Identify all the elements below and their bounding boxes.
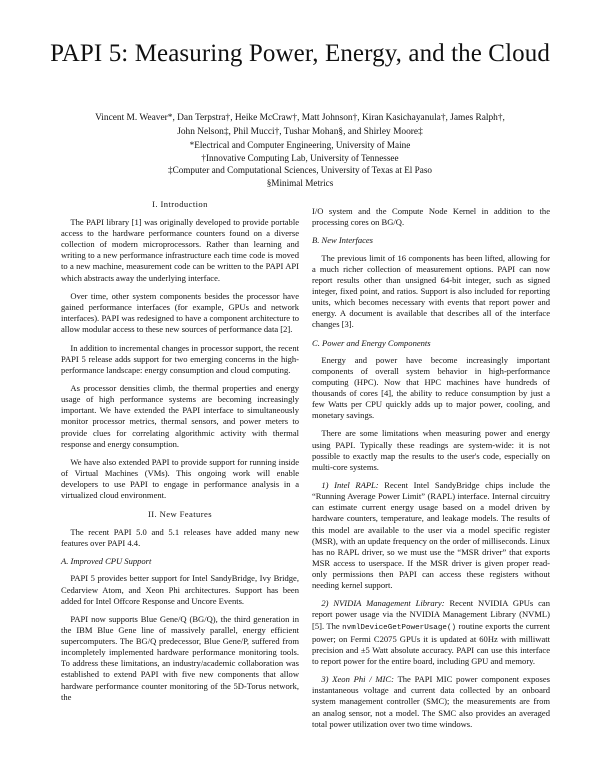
paper-title: PAPI 5: Measuring Power, Energy, and the Cloud [50, 40, 550, 67]
code-snippet: nvmlDeviceGetPowerUsage() [342, 623, 457, 632]
section-heading-new-features: II. New Features [148, 508, 212, 519]
paragraph: PAPI 5 provides better support for Intel SandyBridge, Ivy Bridge, Cedarview Atom, and Xeon Phi architectures. Support has been added for Intel Offcore Response and Uncore Events. [61, 573, 299, 606]
authors-line-1: Vincent M. Weaver*, Dan Terpstra†, Heike McCraw†, Matt Johnson†, Kiran Kasichayanula†, James Ralph†, [95, 113, 505, 123]
paragraph: The PAPI library [1] was originally developed to provide portable access to the hardware performance counters found on a diverse collection of modern microprocessors. Rather than learning and writing to a new performance infrastructure each time code is moved to a new machine, measurement code can be written to the PAPI API which abstracts away the underlying interface. [61, 217, 299, 283]
left-column [61, 197, 299, 710]
paragraph: Over time, other system components besides the processor have gained performance interfaces (for example, GPUs and network interfaces). PAPI was redesigned to have a component architecture to allow modular access to these new sources of performance data [2]. [61, 290, 299, 335]
paragraph-text: routine exports the current power; on Fermi C2075 GPUs it is updated at 60Hz with milliwatt precision and ±5 Watt absolute accuracy. PAPI can use this interface to report power for the entire board, including GPU and memory. [312, 620, 550, 666]
paragraph: There are some limitations when measuring power and energy using PAPI. Typically these readings are system-wide: it is not possible to exactly map the results to the user's code, especially on multi-core systems. [312, 428, 550, 472]
paragraph-xeon-phi [312, 674, 550, 729]
paragraph-intel-rapl [312, 480, 550, 591]
affiliations [40, 139, 560, 189]
affiliation-1: *Electrical and Computer Engineering, University of Maine [189, 140, 411, 150]
run-in-heading: 3) Xeon Phi / MIC: [321, 674, 394, 685]
paragraph-text: The PAPI MIC power component exposes instantaneous voltage and current data collected by an onboard system management controller (SMC); the measurements are from an analog sensor, not a model. The SMC also provides an averaged total power utilization over two time windows. [312, 674, 551, 729]
authors-line-2: John Nelson‡, Phil Mucci†, Tushar Mohan§, and Shirley Moore‡ [177, 127, 423, 137]
affiliation-3: ‡Computer and Computational Sciences, University of Texas at El Paso [167, 165, 433, 176]
section-heading-introduction: I. Introduction [152, 199, 208, 209]
paragraph: I/O system and the Compute Node Kernel in addition to the processing cores on BG/Q. [312, 206, 550, 228]
paragraph: As processor densities climb, the thermal properties and energy usage of high performance systems are becoming increasingly important. We have extended the PAPI interface to simultaneously monitor processor metrics, thermal sensors, and power meters to provide clues for correlating algorithmic activity with thermal response and energy consumption. [61, 383, 299, 449]
subsection-heading-cpu-support: A. Improved CPU Support [61, 556, 152, 567]
affiliation-4: §Minimal Metrics [266, 177, 334, 188]
author-list [40, 111, 560, 139]
affiliation-2: †Innovative Computing Lab, University of Tennessee [201, 152, 399, 163]
paragraph: In addition to incremental changes in processor support, the recent PAPI 5 release adds support for two emerging concerns in the high-performance landscape: energy consumption and cloud computing. [61, 342, 299, 375]
paragraph-text: Recent NVIDIA GPUs can report power usage via the NVIDIA Management Library (NVML) [5]. The [312, 598, 550, 631]
paragraph-text: Recent Intel SandyBridge chips include the “Running Average Power Limit” (RAPL) interface. Internal circuitry can estimate current energy usage based on a model driven by hardware counters, temperature, and leakage models. The results of this model are available to the user via a model specific register (MSR), with an update frequency on the order of milliseconds. Linux has no RAPL driver, so we must use the “MSR driver” that exports MSR access to userspace. If the MSR driver is given proper read-only permissions then PAPI can access these registers without needing kernel support. [312, 480, 551, 590]
paragraph: The previous limit of 16 components has been lifted, allowing for a much richer collection of measurement options. PAPI can now report results other than unsigned 64-bit integer, such as signed integer, fixed point, and ratios. Support is also included for reporting units, which becomes necessary with events that report power and energy. A document is available that describes all of the interface changes [3]. [312, 252, 550, 330]
paragraph: We have also extended PAPI to provide support for running inside of Virtual Machines (VMs). This ongoing work will enable developers to use PAPI to engage in performance analysis in a virtualized cloud environment. [61, 457, 299, 501]
paragraph: PAPI now supports Blue Gene/Q (BG/Q), the third generation in the IBM Blue Gene line of massively parallel, energy efficient supercomputers. The BG/Q predecessor, Blue Gene/P, suffered from incompletely implemented hardware performance monitoring tools. To address these limitations, an industry/academic collaboration was established to extend PAPI with five new components that allow hardware performance counter monitoring of the 5D-Torus network, the [61, 613, 299, 702]
run-in-heading: 1) Intel RAPL: [321, 480, 379, 491]
run-in-heading: 2) NVIDIA Management Library: [321, 598, 445, 609]
paragraph: Energy and power have become increasingly important components of overall system behavior in high-performance computing (HPC). Now that HPC machines have hundreds of thousands of cores [4], the ability to reduce consumption by just a few Watts per CPU quickly adds up to major power, cooling, and monetary savings. [312, 354, 550, 421]
subsection-heading-power-energy: C. Power and Energy Components [312, 337, 431, 348]
right-column [312, 206, 550, 737]
paragraph: The recent PAPI 5.0 and 5.1 releases have added many new features over PAPI 4.4. [61, 526, 299, 548]
subsection-heading-new-interfaces: B. New Interfaces [312, 235, 374, 246]
paragraph-nvml [312, 598, 550, 667]
